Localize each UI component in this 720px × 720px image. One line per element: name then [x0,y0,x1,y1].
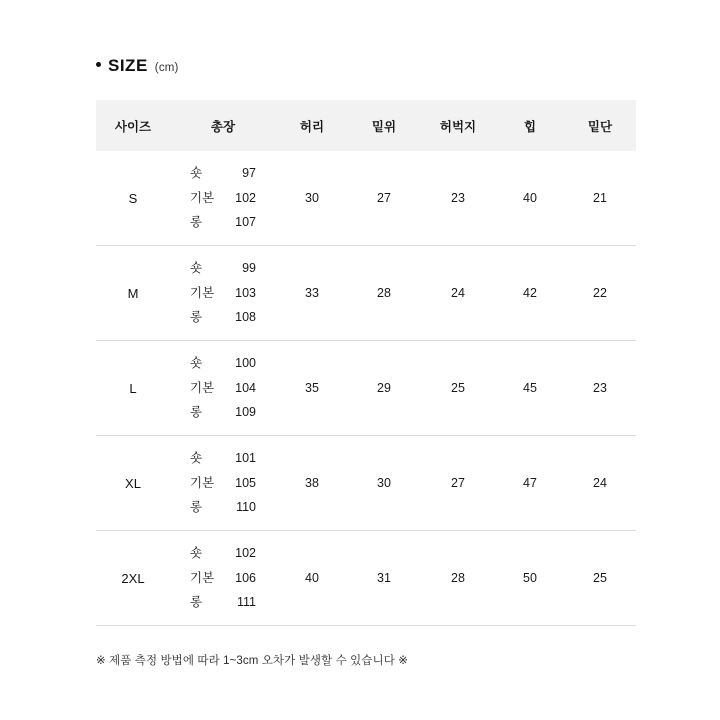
table-row [96,151,636,246]
total-length-line [190,541,256,565]
total-length-value: 99 [242,261,256,276]
size-table-header [96,100,636,151]
cell-total-length [170,436,276,531]
cell-waist: 40 [276,531,348,626]
total-length-key: 롱 [190,405,203,420]
cell-hem: 22 [564,246,636,341]
size-label: S [128,190,138,206]
page-title-text: SIZE [108,56,148,75]
cell-total-length [170,151,276,246]
cell-thigh: 28 [420,531,496,626]
table-row [96,436,636,531]
cell-thigh: 23 [420,151,496,246]
total-length-group [190,541,256,614]
total-length-line [190,590,256,614]
cell-hip: 40 [496,151,564,246]
cell-rise: 31 [348,531,420,626]
cell-waist: 30 [276,151,348,246]
cell-rise: 28 [348,246,420,341]
total-length-key: 기본 [190,285,215,300]
cell-rise: 29 [348,341,420,436]
total-length-line [190,256,256,280]
total-length-value: 106 [235,570,256,585]
total-length-key: 롱 [190,215,203,230]
cell-waist: 33 [276,246,348,341]
total-length-value: 107 [235,215,256,230]
cell-hem: 21 [564,151,636,246]
total-length-line [190,400,256,424]
total-length-value: 103 [235,285,256,300]
total-length-key: 롱 [190,595,203,610]
column-header-rise: 밑위 [348,100,420,151]
table-header-row [96,100,636,151]
total-length-line [190,281,256,305]
total-length-key: 롱 [190,500,203,515]
total-length-key: 숏 [190,546,203,561]
total-length-key: 숏 [190,451,203,466]
cell-waist: 38 [276,436,348,531]
total-length-key: 숏 [190,356,203,371]
table-row [96,341,636,436]
cell-thigh: 27 [420,436,496,531]
cell-size [96,151,170,246]
total-length-value: 102 [235,546,256,561]
total-length-key: 기본 [190,570,215,585]
cell-thigh: 24 [420,246,496,341]
total-length-key: 기본 [190,380,215,395]
cell-total-length [170,531,276,626]
total-length-value: 105 [235,475,256,490]
cell-total-length [170,246,276,341]
total-length-value: 109 [235,405,256,420]
cell-total-length [170,341,276,436]
cell-thigh: 25 [420,341,496,436]
cell-hem: 24 [564,436,636,531]
total-length-value: 97 [242,166,256,181]
total-length-value: 100 [235,356,256,371]
total-length-key: 숏 [190,261,203,276]
measurement-note: ※ 제품 측정 방법에 따라 1~3cm 오차가 발생할 수 있습니다 ※ [96,655,408,667]
total-length-key: 롱 [190,310,203,325]
cell-size [96,436,170,531]
column-header-hip: 힙 [496,100,564,151]
cell-hip: 45 [496,341,564,436]
page-title [96,56,179,76]
total-length-group [190,256,256,329]
total-length-line [190,186,256,210]
page-title-unit: (cm) [154,62,179,74]
total-length-value: 110 [236,500,256,515]
size-label: 2XL [121,570,145,586]
size-table [96,100,636,626]
total-length-line [190,305,256,329]
total-length-line [190,495,256,519]
total-length-value: 101 [235,451,256,466]
size-label: L [129,380,137,396]
cell-hip: 50 [496,531,564,626]
total-length-group [190,446,256,519]
cell-hip: 42 [496,246,564,341]
total-length-line [190,351,256,375]
cell-size [96,341,170,436]
cell-hem: 25 [564,531,636,626]
cell-size [96,531,170,626]
cell-waist: 35 [276,341,348,436]
table-row [96,246,636,341]
size-table-body [96,151,636,626]
total-length-line [190,210,256,234]
total-length-group [190,161,256,234]
total-length-group [190,351,256,424]
bullet-dot-icon [96,62,101,67]
total-length-value: 111 [236,595,256,610]
total-length-value: 108 [235,310,256,325]
total-length-line [190,471,256,495]
column-header-size: 사이즈 [96,100,170,151]
table-row [96,531,636,626]
size-label: XL [125,475,141,491]
total-length-line [190,566,256,590]
total-length-line [190,161,256,185]
column-header-thigh: 허벅지 [420,100,496,151]
total-length-line [190,446,256,470]
total-length-value: 102 [235,190,256,205]
cell-rise: 30 [348,436,420,531]
total-length-key: 기본 [190,190,215,205]
cell-hem: 23 [564,341,636,436]
column-header-total-length: 총장 [170,100,276,151]
column-header-hem: 밑단 [564,100,636,151]
total-length-line [190,376,256,400]
cell-hip: 47 [496,436,564,531]
size-label: M [127,285,139,301]
total-length-value: 104 [235,380,256,395]
total-length-key: 숏 [190,166,203,181]
total-length-key: 기본 [190,475,215,490]
cell-size [96,246,170,341]
column-header-waist: 허리 [276,100,348,151]
cell-rise: 27 [348,151,420,246]
